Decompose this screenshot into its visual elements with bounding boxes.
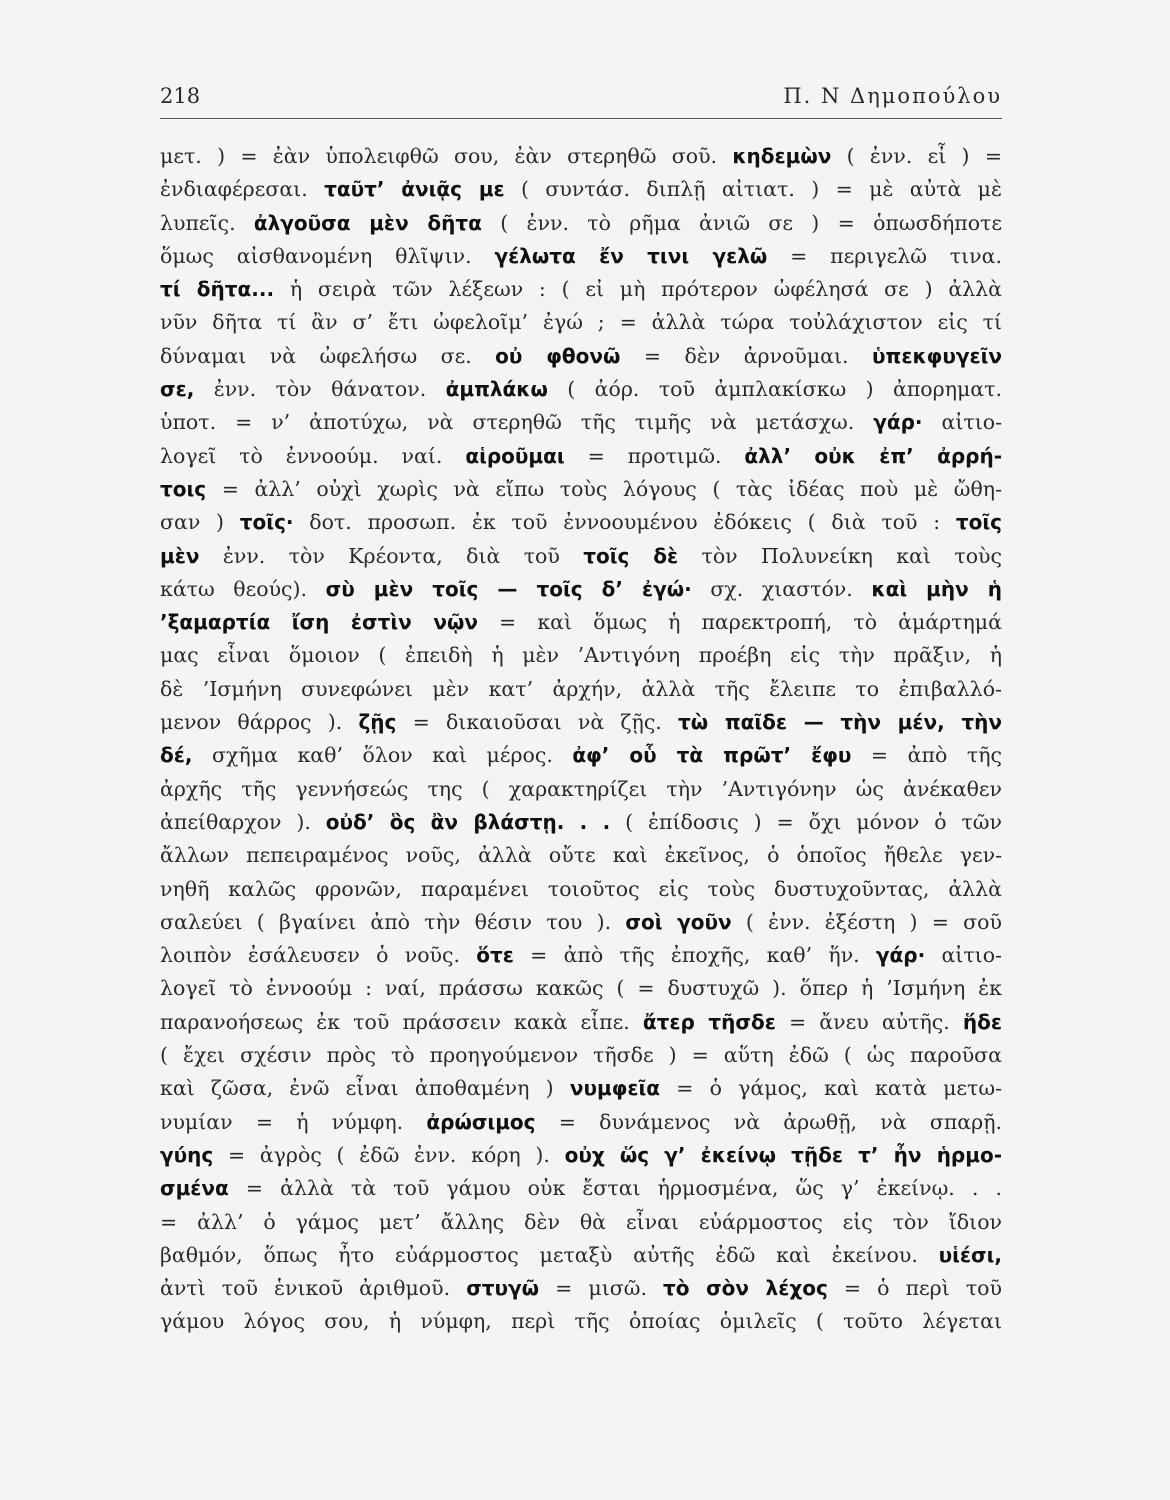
text-line — [160, 1305, 1002, 1338]
text-line — [160, 806, 1002, 839]
lemma: σοὶ γοῦν — [625, 909, 732, 934]
lemma: κηδεμὼν — [732, 144, 832, 168]
text-line — [160, 173, 1002, 206]
gloss: σαν ) — [160, 510, 240, 535]
commentary-text — [160, 140, 1002, 1339]
lemma: τὼ παῖδε — τὴν μέν, τὴν — [678, 710, 1002, 735]
gloss: ἄλλων πεπειραμένος νοῦς, ἀλλὰ οὔτε καὶ ἐκεῖνος, ὁ ὁποῖος ἤθελε γεν- — [160, 843, 1002, 868]
page-header — [160, 84, 1002, 119]
gloss: μενον θάρρος ). — [160, 710, 359, 735]
gloss: σαλεύει ( βγαίνει ἀπὸ τὴν θέσιν του ). — [160, 909, 626, 934]
text-line — [160, 1039, 1002, 1072]
gloss: ὅμως αἰσθανομένη θλῖψιν. — [160, 243, 495, 268]
gloss: δοτ. προσωπ. ἐκ τοῦ ἐννοουμένου ἐδόκεις ( διὰ τοῦ : — [293, 510, 956, 535]
lemma: τοῖς — [955, 510, 1002, 535]
text-line — [160, 939, 1002, 972]
gloss: δύναμαι νὰ ὠφελήσω σε. — [160, 343, 496, 368]
gloss: λυπεῖς. — [160, 210, 254, 235]
text-line — [160, 739, 1002, 772]
gloss: = περιγελῶ τινα. — [767, 243, 1002, 268]
gloss: = μισῶ. — [539, 1276, 664, 1301]
text-line — [160, 706, 1002, 739]
text-line — [160, 273, 1002, 306]
lemma: τὸ σὸν λέχος — [663, 1276, 828, 1301]
gloss: ἐνδιαφέρεσαι. — [160, 177, 325, 202]
text-line — [160, 340, 1002, 373]
gloss: ( ἐνν. ἐξέστη ) = σοῦ — [731, 909, 1002, 934]
gloss: παρανοήσεως ἐκ τοῦ πράσσειν κακὰ εἶπε. — [160, 1009, 643, 1034]
lemma: μὲν — [160, 543, 200, 568]
gloss: νηθῆ καλῶς φρονῶν, παραμένει τοιοῦτος εἰς τοὺς δυστυχοῦντας, ἀλλὰ — [160, 876, 1002, 901]
text-line — [160, 1239, 1002, 1272]
gloss: ἐνν. τὸν θάνατον. — [194, 377, 446, 402]
lemma: νυμφεῖα — [569, 1076, 660, 1101]
text-line — [160, 1139, 1002, 1172]
lemma: ἀμπλάκω — [445, 377, 548, 402]
text-line — [160, 406, 1002, 439]
gloss: ἐνν. τὸν Κρέοντα, διὰ τοῦ — [199, 543, 584, 568]
lemma: οὐδ’ ὃς ἂν βλάστῃ. . . — [325, 809, 611, 834]
lemma: ζῇς — [358, 710, 397, 735]
lemma: σὺ μὲν τοῖς — τοῖς δ’ ἐγώ· — [325, 576, 692, 601]
lemma: ταῦτ’ ἀνιᾷς με — [324, 177, 505, 202]
text-line — [160, 240, 1002, 273]
gloss: μας εἶναι ὅμοιον ( ἐπειδὴ ἡ μὲν ’Αντιγόνη προέβη εἰς τὴν πρᾶξιν, ἡ — [160, 643, 1002, 668]
text-line — [160, 540, 1002, 573]
text-line — [160, 506, 1002, 539]
gloss: = δικαιοῦσαι νὰ ζῇς. — [396, 710, 679, 735]
lemma: δέ, — [160, 743, 193, 768]
gloss: μετ. ) = ἐὰν ὑπολειφθῶ σου, ἐὰν στερηθῶ σοῦ. — [160, 144, 733, 168]
gloss: = ὁ περὶ τοῦ — [827, 1276, 1002, 1301]
lemma: ὅτε — [476, 943, 514, 968]
lemma: ἄτερ τῆσδε — [642, 1009, 776, 1034]
text-line — [160, 1006, 1002, 1039]
text-line — [160, 906, 1002, 939]
text-line — [160, 1172, 1002, 1205]
gloss: ( ἀόρ. τοῦ ἀμπλακίσκω ) ἀπορηματ. — [547, 377, 1002, 402]
lemma: τοις — [160, 476, 207, 501]
gloss: λοιπὸν ἐσάλευσεν ὁ νοῦς. — [160, 943, 477, 968]
text-line — [160, 773, 1002, 806]
gloss: γάμου λόγος σου, ἡ νύμφη, περὶ τῆς ὁποίας ὁμιλεῖς ( τοῦτο λέγεται — [160, 1309, 1002, 1334]
lemma: σε, — [160, 377, 195, 402]
lemma: τί δῆτα... — [160, 277, 275, 302]
gloss: ἀπείθαρχον ). — [160, 809, 326, 834]
gloss: = ἀλλ’ ὁ γάμος μετ’ ἄλλης δὲν θὰ εἶναι εὐάρμοστος εἰς τὸν ἴδιον — [160, 1209, 1002, 1234]
text-line — [160, 673, 1002, 706]
gloss: νυμίαν = ἡ νύμφη. — [160, 1109, 427, 1134]
gloss: ( συντάσ. διπλῇ αἰτιατ. ) = μὲ αὐτὰ μὲ — [504, 177, 1002, 202]
lemma: ἥδε — [962, 1009, 1002, 1034]
gloss: ( ἔχει σχέσιν πρὸς τὸ προηγούμενον τῆσδε ) = αὕτη ἐδῶ ( ὡς παροῦσα — [160, 1043, 1002, 1068]
gloss: = ἀπὸ τῆς — [851, 743, 1002, 768]
lemma: γέλωτα ἔν τινι γελῶ — [494, 243, 768, 268]
lemma: στυγῶ — [466, 1276, 540, 1301]
text-line — [160, 1106, 1002, 1139]
lemma: τοῖς δὲ — [583, 543, 679, 568]
gloss: αἰτιο- — [925, 943, 1002, 968]
lemma: ἀλγοῦσα μὲν δῆτα — [253, 210, 482, 235]
lemma: γύης — [160, 1142, 214, 1167]
gloss: = καὶ ὅμως ἡ παρεκτροπή, τὸ ἁμάρτημά — [477, 610, 1002, 635]
gloss: = δυνάμενος νὰ ἀρωθῇ, νὰ σπαρῇ. — [535, 1109, 1002, 1134]
text-line — [160, 1072, 1002, 1105]
gloss: σχῆμα καθ’ ὅλον καὶ μέρος. — [192, 743, 573, 768]
gloss: ὑποτ. = ν’ ἀποτύχω, νὰ στερηθῶ τῆς τιμῆς νὰ μετάσχω. — [160, 410, 874, 435]
gloss: = ὁ γάμος, καὶ κατὰ μετω- — [660, 1076, 1002, 1101]
gloss: = ἀλλὰ τὰ τοῦ γάμου οὐκ ἔσται ἡρμοσμένα, ὥς γ’ ἐκείνῳ. . . — [228, 1176, 1002, 1201]
lemma: ἀρώσιμος — [426, 1109, 536, 1134]
gloss: ( ἐπίδοσις ) = ὄχι μόνον ὁ τῶν — [610, 809, 1002, 834]
gloss: ( ἐνν. τὸ ρῆμα ἀνιῶ σε ) = ὁπωσδήποτε — [481, 210, 1002, 235]
lemma: αἱροῦμαι — [465, 443, 565, 468]
text-line — [160, 140, 1002, 173]
gloss: = προτιμῶ. — [564, 443, 745, 468]
gloss: καὶ ζῶσα, ἐνῶ εἶναι ἀποθαμένη ) — [160, 1076, 570, 1101]
gloss: λογεῖ τὸ ἐννοούμ. ναί. — [160, 443, 466, 468]
gloss: τὸν Πολυνείκη καὶ τοὺς — [678, 543, 1003, 568]
gloss: ( ἐνν. εἶ ) = — [831, 144, 1002, 168]
text-line — [160, 473, 1002, 506]
lemma: οὐ φθονῶ — [495, 343, 621, 368]
lemma: γάρ· — [875, 943, 926, 968]
text-line — [160, 972, 1002, 1005]
text-line — [160, 839, 1002, 872]
gloss: = ἄνευ αὐτῆς. — [775, 1009, 963, 1034]
text-line — [160, 1272, 1002, 1305]
gloss: ἀντὶ τοῦ ἑνικοῦ ἀριθμοῦ. — [160, 1276, 467, 1301]
lemma: ἀλλ’ οὐκ ἐπ’ ἀρρή- — [744, 443, 1003, 468]
gloss: σχ. χιαστόν. — [691, 576, 872, 601]
lemma: υἱέσι, — [938, 1242, 1002, 1267]
lemma: σμένα — [160, 1176, 229, 1201]
gloss: ἡ σειρὰ τῶν λέξεων : ( εἰ μὴ πρότερον ὠφέλησά σε ) ἀλλὰ — [274, 277, 1002, 302]
gloss: κάτω θεούς). — [160, 576, 326, 601]
text-line — [160, 440, 1002, 473]
lemma: γάρ· — [873, 410, 923, 435]
text-line — [160, 639, 1002, 672]
running-head: Π. Ν Δημοπούλου — [783, 84, 1002, 108]
text-line — [160, 1206, 1002, 1239]
lemma: ὑπεκφυγεῖν — [872, 343, 1003, 368]
lemma: τοῖς· — [239, 510, 294, 535]
text-line — [160, 573, 1002, 606]
text-line — [160, 306, 1002, 339]
gloss: = ἀγρὸς ( ἐδῶ ἐνν. κόρη ). — [213, 1142, 565, 1167]
page-number: 218 — [160, 84, 201, 108]
text-line — [160, 207, 1002, 240]
lemma: ἀφ’ οὗ τὰ πρῶτ’ ἔφυ — [572, 743, 852, 768]
lemma: καὶ μὴν ἡ — [871, 576, 1002, 601]
gloss: βαθμόν, ὅπως ἦτο εὐάρμοστος μεταξὺ αὐτῆς ἐδῶ καὶ ἐκείνου. — [160, 1242, 939, 1267]
gloss: δὲ ’Ισμήνη συνεφώνει μὲν κατ’ ἀρχήν, ἀλλὰ τῆς ἔλειπε το ἐπιβαλλό- — [160, 676, 1002, 701]
gloss: = ἀπὸ τῆς ἐποχῆς, καθ’ ἥν. — [513, 943, 876, 968]
text-line — [160, 873, 1002, 906]
gloss: = ἀλλ’ οὐχὶ χωρὶς νὰ εἴπω τοὺς λόγους ( τὰς ἰδέας ποὺ μὲ ὤθη- — [206, 476, 1002, 501]
gloss: νῦν δῆτα τί ἂν σ’ ἔτι ὠφελοῖμ’ ἐγώ ; = ἀλλὰ τώρα τοὐλάχιστον εἰς τί — [160, 310, 1002, 335]
gloss: λογεῖ τὸ ἐννοούμ : ναί, πράσσω κακῶς ( = δυστυχῶ ). ὅπερ ἡ ’Ισμήνη ἐκ — [160, 976, 1002, 1001]
gloss: = δὲν ἀρνοῦμαι. — [620, 343, 873, 368]
text-line — [160, 373, 1002, 406]
gloss: αἰτιο- — [922, 410, 1003, 435]
lemma: ’ξαμαρτία ἴση ἐστὶν νῷν — [160, 610, 478, 635]
gloss: ἀρχῆς τῆς γεννήσεώς της ( χαρακτηρίζει τὴν ’Αντιγόνην ὡς ἀνέκαθεν — [160, 776, 1002, 801]
lemma: οὐχ ὥς γ’ ἐκείνῳ τῇδε τ’ ἦν ἡρμο- — [564, 1142, 1003, 1167]
text-line — [160, 606, 1002, 639]
